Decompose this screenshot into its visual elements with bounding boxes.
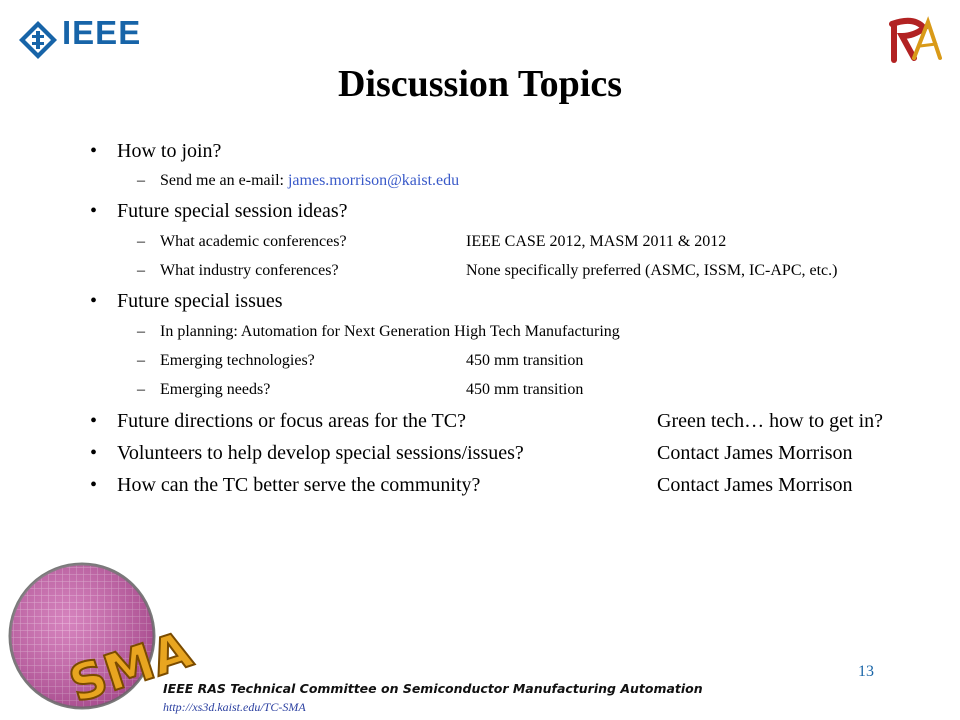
answer-industry-conferences: None specifically preferred (ASMC, ISSM, IC-APC, etc.) <box>466 262 838 279</box>
dash-icon: – <box>137 352 145 369</box>
topic-special-session-ideas: Future special session ideas? <box>117 200 348 222</box>
dash-icon: – <box>137 172 145 189</box>
topic-future-directions: Future directions or focus areas for the TC? <box>117 410 466 432</box>
subtopic-industry-conferences: What industry conferences? <box>160 262 339 279</box>
sma-wafer-logo <box>6 560 199 715</box>
bullet-icon: • <box>90 442 98 464</box>
subtopic-emerging-technologies: Emerging technologies? <box>160 352 315 369</box>
subtopic-academic-conferences: What academic conferences? <box>160 233 347 250</box>
topic-volunteers: Volunteers to help develop special sessions/issues? <box>117 442 524 464</box>
bullet-icon: • <box>90 410 98 432</box>
wafer-icon <box>6 560 199 715</box>
ieee-logo-text: IEEE <box>62 14 142 51</box>
sma-logo-text: SMA <box>62 620 199 715</box>
ieee-diamond-icon <box>18 20 58 60</box>
topic-special-issues: Future special issues <box>117 290 283 312</box>
answer-emerging-needs: 450 mm transition <box>466 381 584 398</box>
slide-title: Discussion Topics <box>337 63 623 105</box>
topic-serve-community: How can the TC better serve the community? <box>117 474 481 496</box>
subtopic-text: Send me an e-mail: <box>160 172 288 189</box>
page-number: 13 <box>858 663 874 680</box>
email-link[interactable]: james.morrison@kaist.edu <box>287 172 460 189</box>
answer-future-directions: Green tech… how to get in? <box>657 410 884 432</box>
bullet-icon: • <box>90 474 98 496</box>
dash-icon: – <box>137 262 145 279</box>
answer-academic-conferences: IEEE CASE 2012, MASM 2011 & 2012 <box>466 233 727 250</box>
answer-emerging-technologies: 450 mm transition <box>466 352 584 369</box>
ras-logo-icon <box>884 14 942 64</box>
subtopic-in-planning: In planning: Automation for Next Generation High Tech Manufacturing <box>160 323 620 340</box>
footer-url[interactable]: http://xs3d.kaist.edu/TC-SMA <box>163 700 306 714</box>
bullet-icon: • <box>90 140 98 162</box>
dash-icon: – <box>137 233 145 250</box>
ras-logo <box>884 14 942 64</box>
bullet-icon: • <box>90 290 98 312</box>
dash-icon: – <box>137 323 145 340</box>
bullet-icon: • <box>90 200 98 222</box>
topic-how-to-join: How to join? <box>117 140 222 162</box>
answer-serve-community: Contact James Morrison <box>657 474 853 496</box>
footer-title: IEEE RAS Technical Committee on Semiconductor Manufacturing Automation <box>163 681 703 696</box>
answer-volunteers: Contact James Morrison <box>657 442 853 464</box>
dash-icon: – <box>137 381 145 398</box>
subtopic-send-email <box>160 172 459 190</box>
subtopic-emerging-needs: Emerging needs? <box>160 381 271 398</box>
